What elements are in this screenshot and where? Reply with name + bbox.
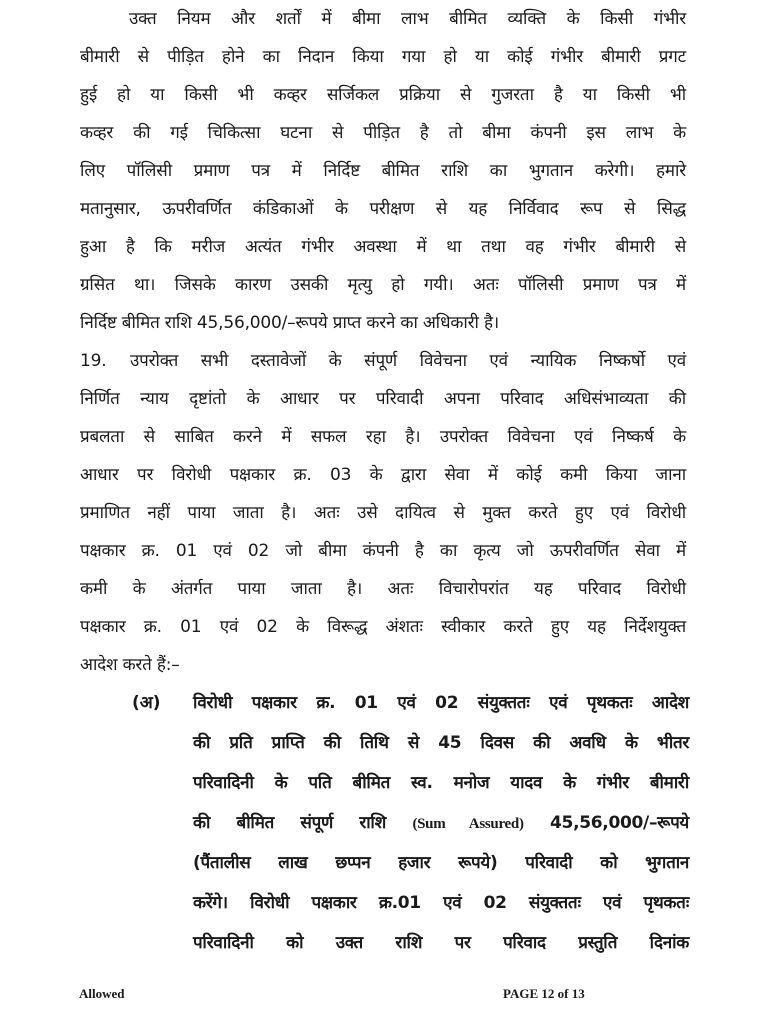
para19-line-4: आधार पर विरोधी पक्षकार क्र. 03 के द्वारा सेवा में कोई कमी किया जाना: [80, 465, 686, 485]
order-line-4-prefix: की बीमित संपूर्ण राशि: [193, 813, 387, 833]
para1-line-3: हुई हो या किसी भी कव्हर सर्जिकल प्रक्रिया से गुजरता है या किसी भी: [80, 85, 686, 105]
para19-line-2: निर्णित न्याय दृष्टांतो के आधार पर परिवादी अपना परिवाद अधिसंभाव्यता की: [80, 389, 686, 409]
sum-assured-label: (Sum Assured): [412, 816, 524, 832]
para19-line-1: उपरोक्त सभी दस्तावेजों के संपूर्ण विवेचना एवं न्यायिक निष्कर्षो एवं: [130, 351, 686, 371]
footer-page-number: PAGE 12 of 13: [503, 986, 585, 1001]
para1-line-4: कव्हर की गई चिकित्सा घटना से पीड़ित है तो बीमा कंपनी इस लाभ के: [80, 123, 686, 143]
para19-line-5: प्रमाणित नहीं पाया जाता है। अतः उसे दायित्व से मुक्त करते हुए एवं विरोधी: [80, 503, 686, 523]
para1-line-1: उक्त नियम और शर्तों में बीमा लाभ बीमित व्यक्ति के किसी गंभीर: [129, 9, 686, 29]
order-line-5: (पैंतालीस लाख छप्पन हजार रूपये) परिवादी को भुगतान: [193, 853, 689, 873]
order-line-7: परिवादिनी को उक्त राशि पर परिवाद प्रस्तुति दिनांक: [193, 933, 689, 953]
para19-line-7: कमी के अंतर्गत पाया जाता है। अतः विचारोपरांत यह परिवाद विरोधी: [80, 579, 686, 599]
para19-line-8: पक्षकार क्र. 01 एवं 02 के विरूद्ध अंशतः स्वीकार करते हुए यह निर्देशयुक्त: [80, 617, 686, 637]
paragraph-number: 19.: [80, 351, 107, 371]
order-line-1: विरोधी पक्षकार क्र. 01 एवं 02 संयुक्ततः एवं पृथकतः आदेश: [193, 693, 689, 713]
order-line-6: करेंगे। विरोधी पक्षकार क्र.01 एवं 02 संयुक्ततः एवं पृथकतः: [193, 893, 689, 913]
para19-line-3: प्रबलता से साबित करने में सफल रहा है। उपरोक्त विवेचना एवं निष्कर्ष के: [80, 427, 686, 447]
para1-line-8: ग्रसित था। जिसके कारण उसकी मृत्यु हो गयी। अतः पॉलिसी प्रमाण पत्र में: [80, 275, 686, 295]
para1-line-5: लिए पॉलिसी प्रमाण पत्र में निर्दिष्ट बीमित राशि का भुगतान करेगी। हमारे: [80, 161, 686, 181]
order-line-2: की प्रति प्राप्ति की तिथि से 45 दिवस की अवधि के भीतर: [193, 733, 689, 753]
order-label: (अ): [132, 693, 161, 713]
para19-line-9: आदेश करते हैं:–: [80, 655, 180, 675]
para19-line-6: पक्षकार क्र. 01 एवं 02 जो बीमा कंपनी है का कृत्य जो ऊपरीवर्णित सेवा में: [80, 541, 686, 561]
para1-line-9: निर्दिष्ट बीमित राशि 45,56,000/–रूपये प्राप्त करने का अधिकारी है।: [80, 313, 500, 333]
order-line-3: परिवादिनी के पति बीमित स्व. मनोज यादव के गंभीर बीमारी: [193, 773, 689, 793]
footer-status: Allowed: [79, 986, 125, 1001]
order-line-4: [193, 808, 689, 838]
para19-first-line: [80, 346, 686, 376]
sum-assured-amount: 45,56,000/–रूपये: [550, 813, 689, 833]
para1-line-7: हुआ है कि मरीज अत्यंत गंभीर अवस्था में था तथा वह गंभीर बीमारी से: [80, 237, 686, 257]
para1-line-2: बीमारी से पीड़ित होने का निदान किया गया हो या कोई गंभीर बीमारी प्रगट: [80, 47, 686, 67]
para1-line-6: मतानुसार, ऊपरीवर्णित कंडिकाओं के परीक्षण से यह निर्विवाद रूप से सिद्ध: [80, 199, 686, 219]
